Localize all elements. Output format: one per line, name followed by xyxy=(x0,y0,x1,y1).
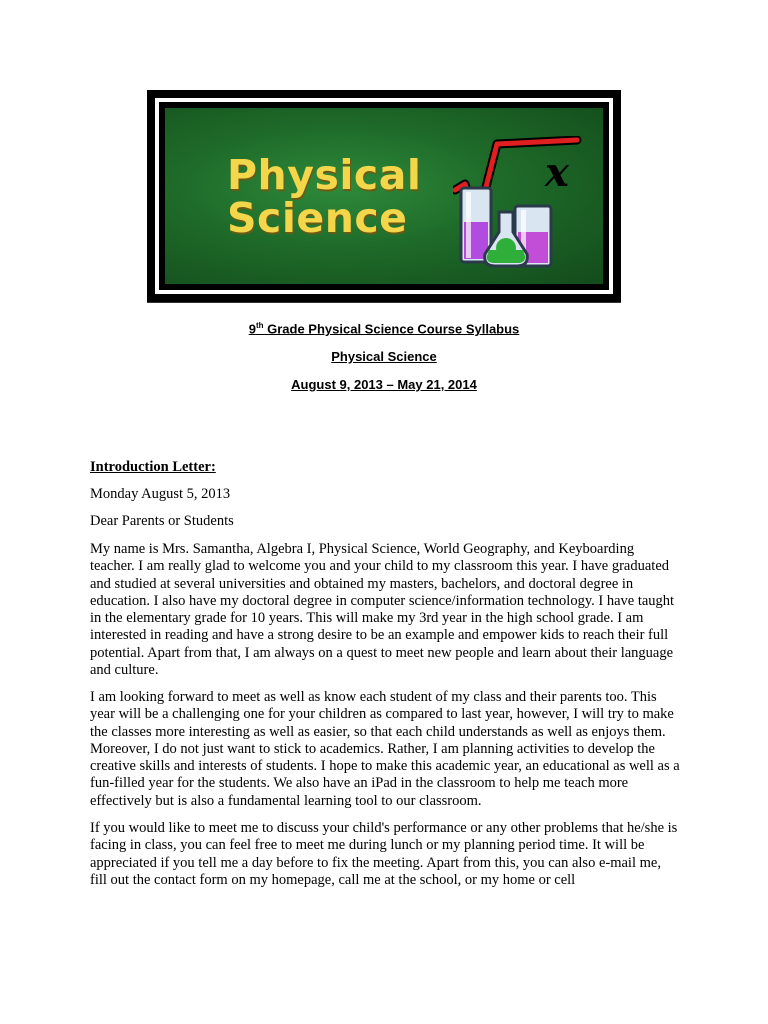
letter-salutation: Dear Parents or Students xyxy=(90,513,234,529)
letter-paragraph-1: My name is Mrs. Samantha, Algebra I, Physical Science, World Geography, and Keyboarding teacher. I am really glad to welcome you and your child to my classroom this year. I have graduated and studied at several universities and obtained my masters, bachelors, and doctoral degree in education. I also have my doctoral degree in computer science/information technology. I have taught in the elementary grade for 10 years. This will make my 3rd year in the high school grade. I am interested in reading and have a strong desire to be an example and empower kids to reach their full potential. Apart from that, I am always on a quest to meet new people and learn about their language and culture. xyxy=(90,541,675,679)
banner-frame xyxy=(147,90,621,303)
syllabus-title-text: Grade Physical Science Course Syllabus xyxy=(263,321,520,337)
lab-glassware-icon xyxy=(453,136,593,276)
chalkboard-banner xyxy=(165,108,603,284)
letter-date: Monday August 5, 2013 xyxy=(90,486,231,502)
variable-x-glyph: x xyxy=(545,149,569,196)
grade-suffix: th xyxy=(255,321,264,330)
grade-number: 9 xyxy=(248,321,256,337)
letter-paragraph-3: If you would like to meet me to discuss your child's performance or any other problems that he/she is facing in class, you can feel free to meet me during lunch or my planning period time. It will be appreciated if you tell me a day before to fix the meeting. Apart from this, you can also e-mail me, fill out the contact form on my homepage, call me at the school, or my home or cell xyxy=(90,820,678,888)
banner-title xyxy=(227,151,422,242)
course-name: Physical Science xyxy=(331,349,437,364)
banner-white-border xyxy=(155,98,613,294)
banner-title-line2: Science xyxy=(227,194,408,242)
banner-black-border xyxy=(159,102,609,290)
introduction-letter-label: Introduction Letter: xyxy=(90,459,216,475)
syllabus-title xyxy=(0,321,768,336)
banner-title-line1: Physical xyxy=(227,151,422,199)
letter-paragraph-2: I am looking forward to meet as well as know each student of my class and their parents too. This year will be a challenging one for your children as compared to last year, however, I will try to make the classes more interesting as well as easier, so that each child understands as well as enjoys them. Moreover, I do not just want to stick to academics. Rather, I am planning activities to develop the creative skills and interests of students. I hope to make this academic year, an educational as well as a fun-filled year for the students. We also have an iPad in the classroom to help me teach more effectively but is also a fundamental learning tool to our classroom. xyxy=(90,689,680,809)
date-range: August 9, 2013 – May 21, 2014 xyxy=(291,377,477,392)
